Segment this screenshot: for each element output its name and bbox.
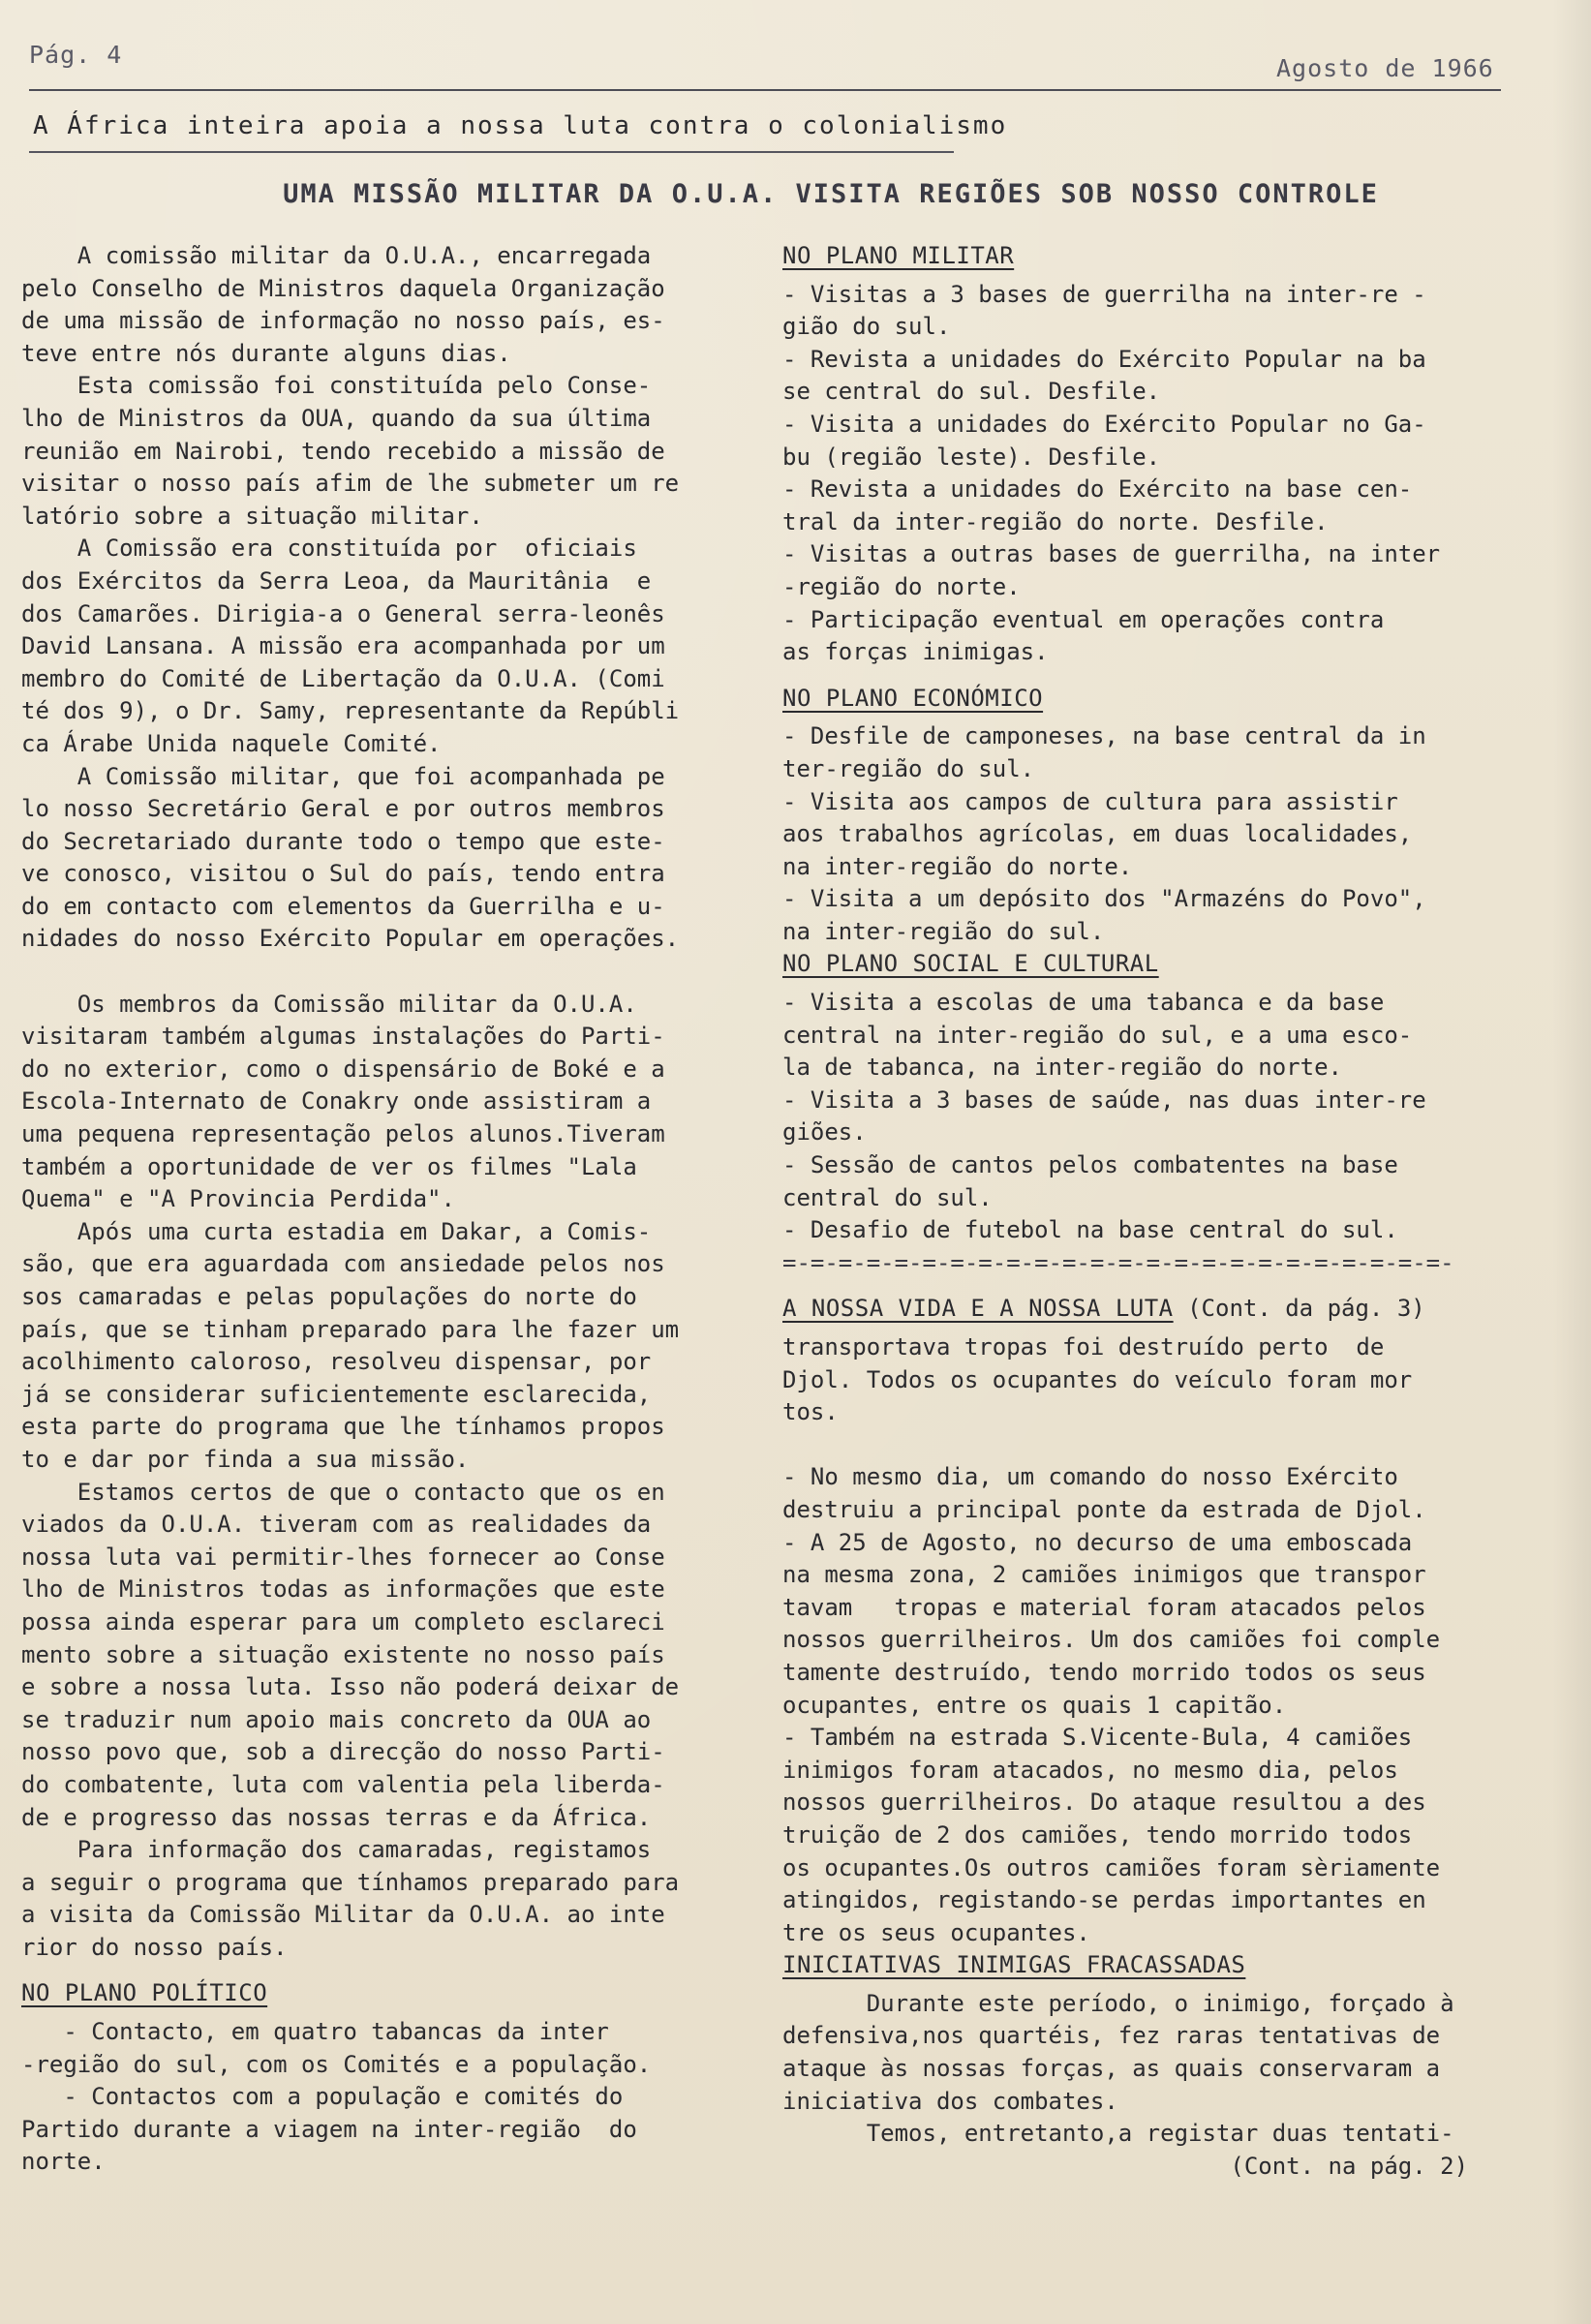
left-body-text bbox=[21, 240, 743, 1964]
slogan-rule bbox=[29, 151, 954, 153]
text-line bbox=[782, 1429, 1499, 1462]
text-line: A Comissão militar, que foi acompanhada pe bbox=[21, 762, 665, 790]
text-line: a visita da Comissão Militar da O.U.A. ao inte bbox=[21, 1901, 665, 1929]
text-line: - Visitas a outras bases de guerrilha, na inter bbox=[782, 540, 1441, 568]
text-line: uma pequena representação pelos alunos.Tiveram bbox=[21, 1120, 665, 1148]
text-line: reunião em Nairobi, tendo recebido a missão de bbox=[21, 437, 665, 465]
text-line: também a oportunidade de ver os filmes "Lala bbox=[21, 1152, 637, 1180]
text-line: inimigos foram atacados, no mesmo dia, pelos bbox=[782, 1756, 1398, 1784]
text-line: do combatente, luta com valentia pela liberda- bbox=[21, 1770, 665, 1798]
text-line: Escola-Internato de Conakry onde assistiram a bbox=[21, 1087, 652, 1116]
text-line: nosso povo que, sob a direcção do nosso Parti- bbox=[21, 1738, 665, 1766]
economico-list bbox=[782, 720, 1499, 948]
text-line: na inter-região do sul. bbox=[782, 917, 1105, 945]
text-line: -região do sul, com os Comités e a população. bbox=[21, 2050, 652, 2078]
text-line: - Visita a 3 bases de saúde, nas duas inter-re bbox=[782, 1086, 1426, 1114]
text-line: lho de Ministros da OUA, quando da sua última bbox=[21, 404, 652, 432]
text-line: to e dar por finda a sua missão. bbox=[21, 1445, 470, 1473]
section-title-iniciativas: INICIATIVAS INIMIGAS FRACASSADAS bbox=[782, 1951, 1246, 1979]
text-line: Para informação dos camaradas, registamos bbox=[21, 1836, 652, 1864]
text-line: ocupantes, entre os quais 1 capitão. bbox=[782, 1691, 1287, 1719]
text-line: Temos, entretanto,a registar duas tentati- bbox=[782, 2120, 1454, 2148]
text-line: té dos 9), o Dr. Samy, representante da Repúbli bbox=[21, 697, 680, 725]
section-title-economico: NO PLANO ECONÓMICO bbox=[782, 684, 1044, 712]
text-line: do em contacto com elementos da Guerrilha e u- bbox=[21, 892, 665, 920]
text-line: - Desfile de camponeses, na base central da in bbox=[782, 722, 1426, 750]
iniciativas-body-text bbox=[782, 1988, 1499, 2184]
text-line: norte. bbox=[21, 2148, 106, 2176]
text-line: tamente destruído, tendo morrido todos os seus bbox=[782, 1658, 1426, 1686]
text-line: Após uma curta estadia em Dakar, a Comis- bbox=[21, 1217, 652, 1245]
text-line: - No mesmo dia, um comando do nosso Exército bbox=[782, 1463, 1398, 1491]
text-line: os ocupantes.Os outros camiões foram sèriamente bbox=[782, 1853, 1441, 1881]
text-line: - Visita a um depósito dos "Armazéns do Povo", bbox=[782, 885, 1426, 913]
text-line: a seguir o programa que tínhamos preparado para bbox=[21, 1868, 680, 1896]
text-line: visitar o nosso país afim de lhe submeter um re bbox=[21, 470, 680, 498]
header-rule bbox=[29, 89, 1501, 91]
section-separator: =-=-=-=-=-=-=-=-=-=-=-=-=-=-=-=-=-=-=-=-=-=-=-=- bbox=[782, 1248, 1454, 1276]
text-line: aos trabalhos agrícolas, em duas localidades, bbox=[782, 820, 1413, 848]
text-line: A comissão militar da O.U.A., encarregada bbox=[21, 242, 652, 269]
text-line: na inter-região do norte. bbox=[782, 852, 1133, 880]
text-line: latório sobre a situação militar. bbox=[21, 502, 483, 530]
text-line: na mesma zona, 2 camiões inimigos que transpor bbox=[782, 1561, 1426, 1589]
text-line: se traduzir num apoio mais concreto da OUA ao bbox=[21, 1705, 652, 1733]
text-line: ataque às nossas forças, as quais conservaram a bbox=[782, 2055, 1441, 2083]
text-line: destruiu a principal ponte da estrada de Djol. bbox=[782, 1495, 1426, 1523]
issue-date: Agosto de 1966 bbox=[1276, 54, 1494, 82]
text-line: visitaram também algumas instalações do Parti- bbox=[21, 1023, 665, 1051]
text-line: la de tabanca, na inter-região do norte. bbox=[782, 1054, 1342, 1082]
text-line: - Contactos com a população e comités do bbox=[21, 2083, 624, 2111]
text-line: ve conosco, visitou o Sul do país, tendo entra bbox=[21, 860, 665, 888]
text-line: - Visita aos campos de cultura para assistir bbox=[782, 787, 1398, 815]
text-line: lho de Ministros todas as informações que este bbox=[21, 1575, 665, 1604]
text-line: Partido durante a viagem na inter-região do bbox=[21, 2115, 637, 2143]
left-column bbox=[21, 240, 743, 2179]
text-line: (Cont. na pág. 2) bbox=[782, 2152, 1469, 2180]
text-line: mento sobre a situação existente no nosso país bbox=[21, 1640, 665, 1668]
social-list bbox=[782, 987, 1499, 1247]
text-line: e sobre a nossa luta. Isso não poderá deixar de bbox=[21, 1673, 680, 1701]
article-headline: UMA MISSÃO MILITAR DA O.U.A. VISITA REGIÕES SOB NOSSO CONTROLE bbox=[283, 179, 1379, 209]
text-line: tre os seus ocupantes. bbox=[782, 1918, 1090, 1946]
text-line: - Visita a escolas de uma tabanca e da base bbox=[782, 989, 1385, 1017]
text-line: - Sessão de cantos pelos combatentes na base bbox=[782, 1151, 1398, 1179]
text-line: Durante este período, o inimigo, forçado à bbox=[782, 1989, 1454, 2017]
continued-from-note: (Cont. da pág. 3) bbox=[1173, 1295, 1425, 1323]
text-line: ter-região do sul. bbox=[782, 754, 1035, 782]
section-title-militar: NO PLANO MILITAR bbox=[782, 242, 1015, 269]
text-line: teve entre nós durante alguns dias. bbox=[21, 339, 511, 367]
text-line: nossos guerrilheiros. Um dos camiões foi comple bbox=[782, 1626, 1441, 1654]
politico-list bbox=[21, 2016, 743, 2179]
text-line: defensiva,nos quartéis, fez raras tentativas de bbox=[782, 2022, 1441, 2050]
text-line: membro do Comité de Libertação da O.U.A. (Comi bbox=[21, 664, 665, 692]
text-line: lo nosso Secretário Geral e por outros membros bbox=[21, 795, 665, 823]
text-line: Estamos certos de que o contacto que os en bbox=[21, 1478, 665, 1506]
text-line: - A 25 de Agosto, no decurso de uma emboscada bbox=[782, 1528, 1413, 1556]
text-line: gião do sul. bbox=[782, 313, 951, 341]
text-line: - Também na estrada S.Vicente-Bula, 4 camiões bbox=[782, 1724, 1413, 1752]
text-line: Esta comissão foi constituída pelo Conse- bbox=[21, 372, 652, 400]
text-line: acolhimento caloroso, resolveu dispensar, por bbox=[21, 1348, 652, 1376]
text-line: tral da inter-região do norte. Desfile. bbox=[782, 507, 1329, 535]
text-line: de e progresso das nossas terras e da África. bbox=[21, 1803, 652, 1831]
militar-list bbox=[782, 279, 1499, 669]
text-line: - Visitas a 3 bases de guerrilha na inter-re - bbox=[782, 280, 1426, 308]
text-line: - Contacto, em quatro tabancas da inter bbox=[21, 2018, 609, 2046]
text-line: Quema" e "A Provincia Perdida". bbox=[21, 1185, 455, 1213]
page-number: Pág. 4 bbox=[29, 41, 123, 69]
text-line: atingidos, registando-se perdas importantes en bbox=[782, 1886, 1426, 1914]
text-line: bu (região leste). Desfile. bbox=[782, 443, 1161, 471]
text-line: transportava tropas foi destruído perto de bbox=[782, 1333, 1385, 1361]
text-line: Os membros da Comissão militar da O.U.A. bbox=[21, 990, 637, 1018]
text-line: - Revista a unidades do Exército Popular na ba bbox=[782, 345, 1426, 373]
text-line: tavam tropas e material foram atacados pelos bbox=[782, 1593, 1426, 1621]
text-line: do no exterior, como o dispensário de Boké e a bbox=[21, 1055, 665, 1083]
text-line: rior do nosso país. bbox=[21, 1933, 288, 1961]
slogan: A África inteira apoia a nossa luta contra o colonialismo bbox=[33, 111, 1008, 140]
right-column bbox=[782, 240, 1499, 2183]
text-line: ca Árabe Unida naquele Comité. bbox=[21, 729, 442, 757]
text-line: iniciativa dos combates. bbox=[782, 2087, 1118, 2115]
text-line: dos Camarões. Dirigia-a o General serra-leonês bbox=[21, 599, 665, 627]
text-line: giões. bbox=[782, 1118, 867, 1147]
vida-body-text bbox=[782, 1331, 1499, 1949]
text-line bbox=[21, 956, 743, 989]
text-line: - Participação eventual em operações contra bbox=[782, 605, 1385, 633]
text-line: central na inter-região do sul, e a uma esco- bbox=[782, 1021, 1413, 1049]
text-line: esta parte do programa que lhe tínhamos propos bbox=[21, 1413, 665, 1441]
text-line: -região do norte. bbox=[782, 572, 1021, 600]
text-line: país, que se tinham preparado para lhe fazer um bbox=[21, 1315, 680, 1343]
text-line: sos camaradas e pelas populações do norte do bbox=[21, 1283, 637, 1310]
text-line: Djol. Todos os ocupantes do veículo foram mor bbox=[782, 1365, 1413, 1393]
text-line: possa ainda esperar para um completo esclareci bbox=[21, 1607, 665, 1636]
section-title-social: NO PLANO SOCIAL E CULTURAL bbox=[782, 950, 1159, 978]
text-line: dos Exércitos da Serra Leoa, da Mauritânia e bbox=[21, 566, 652, 595]
text-line: viados da O.U.A. tiveram com as realidades da bbox=[21, 1511, 652, 1539]
text-line: - Visita a unidades do Exército Popular no Ga- bbox=[782, 410, 1426, 438]
text-line: nossos guerrilheiros. Do ataque resultou a des bbox=[782, 1789, 1426, 1817]
section-title-politico: NO PLANO POLÍTICO bbox=[21, 1979, 268, 2007]
text-line: - Desafio de futebol na base central do sul. bbox=[782, 1216, 1398, 1244]
text-line: se central do sul. Desfile. bbox=[782, 378, 1161, 406]
text-line: David Lansana. A missão era acompanhada por um bbox=[21, 632, 665, 660]
section-title-vida: A NOSSA VIDA E A NOSSA LUTA bbox=[782, 1295, 1174, 1323]
text-line: pelo Conselho de Ministros daquela Organização bbox=[21, 274, 665, 302]
text-line: do Secretariado durante todo o tempo que este- bbox=[21, 827, 665, 855]
text-line: truição de 2 dos camiões, tendo morrido todos bbox=[782, 1820, 1413, 1849]
text-line: já se considerar suficientemente esclarecida, bbox=[21, 1380, 652, 1408]
text-line: nidades do nosso Exército Popular em operações. bbox=[21, 925, 680, 953]
text-line: central do sul. bbox=[782, 1183, 993, 1211]
text-line: as forças inimigas. bbox=[782, 638, 1049, 666]
text-line: são, que era aguardada com ansiedade pelos nos bbox=[21, 1250, 665, 1278]
text-line: tos. bbox=[782, 1398, 839, 1426]
text-line: nossa luta vai permitir-lhes fornecer ao Conse bbox=[21, 1543, 665, 1571]
text-line: - Revista a unidades do Exército na base cen- bbox=[782, 475, 1413, 504]
text-line: A Comissão era constituída por oficiais bbox=[21, 535, 637, 563]
text-line: de uma missão de informação no nosso país, es- bbox=[21, 307, 665, 335]
